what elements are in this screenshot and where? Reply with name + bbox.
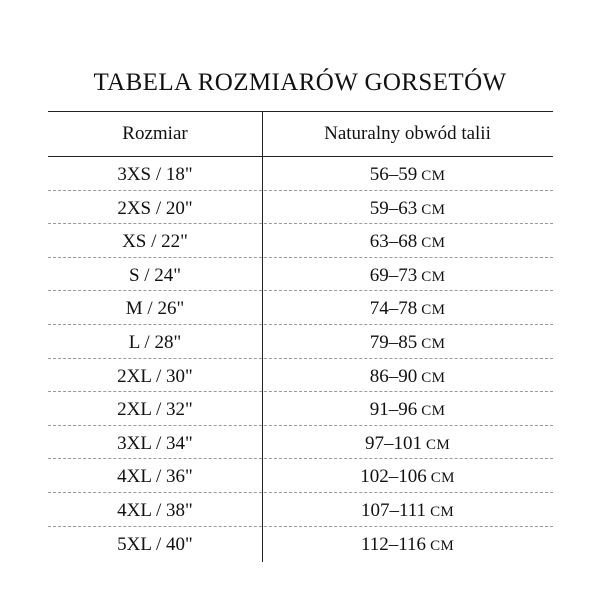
page-title: TABELA ROZMIARÓW GORSETÓW (93, 69, 507, 96)
size-cell: 3XL / 34" (117, 432, 193, 454)
waist-cell (262, 325, 553, 358)
unit-label: CM (421, 335, 446, 352)
unit-label: CM (430, 537, 455, 554)
size-cell: 5XL / 40" (117, 533, 193, 555)
unit-label: CM (421, 268, 446, 285)
waist-cell (262, 291, 553, 324)
table-row (48, 291, 553, 325)
table-row (48, 392, 553, 426)
size-cell: 2XL / 32" (117, 399, 193, 421)
table-row (48, 527, 553, 561)
size-cell: M / 26" (125, 298, 185, 320)
size-cell: 4XL / 38" (117, 499, 193, 521)
size-cell: S / 24" (128, 264, 182, 286)
waist-cell (262, 224, 553, 257)
waist-value: 69–73 (369, 264, 418, 286)
waist-cell (262, 258, 553, 291)
waist-value: 102–106 (360, 466, 427, 488)
table-row (48, 359, 553, 393)
unit-label: CM (421, 403, 446, 420)
waist-cell (262, 527, 553, 560)
waist-value: 63–68 (369, 231, 418, 253)
unit-label: CM (430, 470, 455, 487)
header-size: Rozmiar (122, 123, 188, 144)
waist-value: 56–59 (369, 164, 418, 185)
table-row (48, 426, 553, 460)
table-row (48, 493, 553, 527)
table-row (48, 459, 553, 493)
waist-value: 91–96 (369, 399, 418, 421)
table-row (48, 191, 553, 225)
size-cell: 2XS / 20" (117, 197, 193, 219)
waist-value: 74–78 (369, 298, 418, 320)
table-body (48, 157, 553, 560)
waist-value: 107–111 (360, 499, 427, 521)
table-row (48, 325, 553, 359)
unit-label: CM (421, 302, 446, 319)
waist-value: 79–85 (369, 331, 418, 353)
waist-cell (262, 493, 553, 526)
waist-cell (262, 157, 553, 190)
unit-label: CM (426, 436, 450, 453)
unit-label: CM (421, 235, 446, 252)
waist-cell (262, 459, 553, 492)
waist-cell (262, 392, 553, 425)
waist-value: 59–63 (369, 197, 418, 219)
size-cell: 2XL / 30" (117, 365, 193, 387)
unit-label: CM (421, 168, 446, 184)
unit-label: CM (430, 503, 455, 520)
waist-value: 112–116 (360, 533, 427, 555)
unit-label: CM (421, 201, 446, 218)
waist-cell (262, 191, 553, 224)
size-cell: XS / 22" (122, 231, 188, 253)
waist-value: 97–101 (365, 432, 423, 454)
waist-cell (262, 359, 553, 392)
table-row (48, 224, 553, 258)
size-cell: L / 28" (128, 331, 182, 353)
waist-cell (262, 426, 553, 459)
size-cell: 4XL / 36" (117, 466, 193, 488)
header-waist: Naturalny obwód talii (324, 123, 491, 144)
unit-label: CM (421, 369, 446, 386)
table-row (48, 258, 553, 292)
size-cell: 3XS / 18" (117, 164, 193, 185)
table-row (48, 157, 553, 191)
table-header-row (48, 112, 553, 156)
waist-value: 86–90 (369, 365, 418, 387)
